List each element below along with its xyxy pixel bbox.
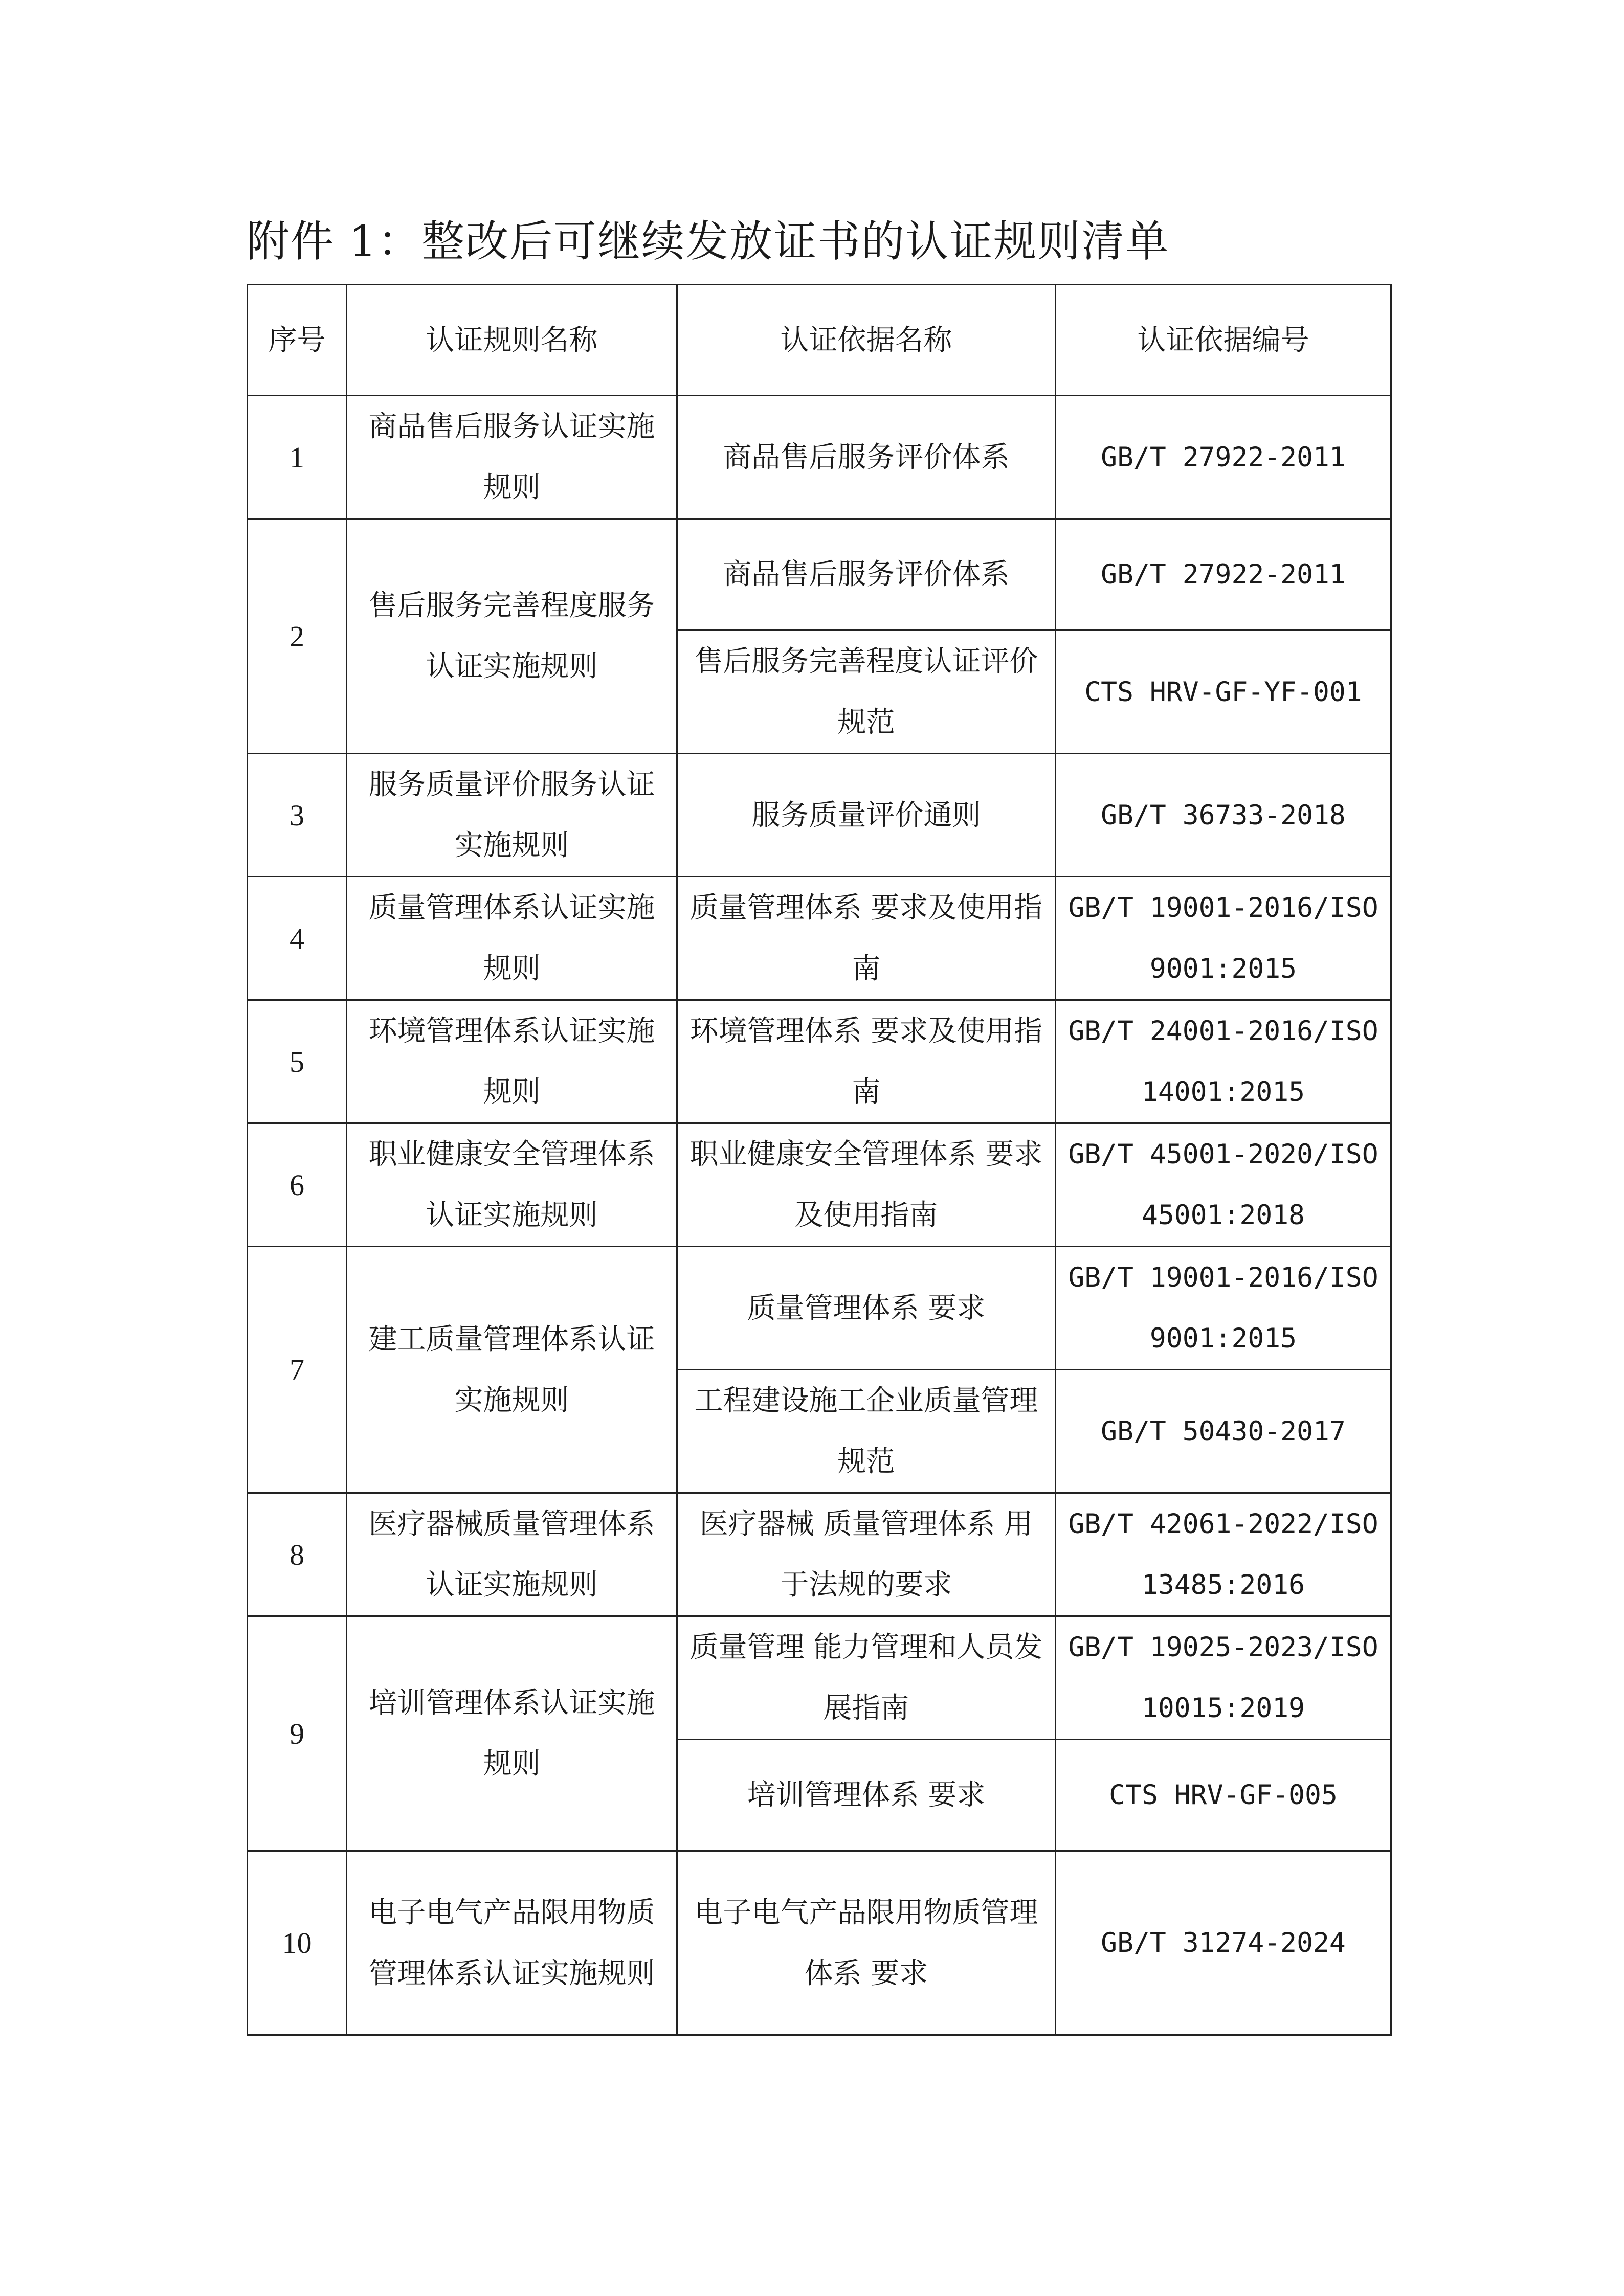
table-header-row (248, 285, 1391, 396)
row-rule-name: 售后服务完善程度服务认证实施规则 (347, 519, 677, 754)
row-basis-name: 职业健康安全管理体系 要求及使用指南 (677, 1123, 1056, 1247)
table-row (248, 1616, 1391, 1740)
row-seq: 1 (248, 396, 347, 519)
row-basis-code: GB/T 19025-2023/ISO 10015:2019 (1056, 1616, 1391, 1740)
row-basis-name: 服务质量评价通则 (677, 754, 1056, 877)
table-row (248, 1247, 1391, 1370)
row-seq: 5 (248, 1000, 347, 1123)
table-row (248, 396, 1391, 519)
row-seq: 3 (248, 754, 347, 877)
row-rule-name: 电子电气产品限用物质管理体系认证实施规则 (347, 1851, 677, 2035)
header-basis-name: 认证依据名称 (677, 285, 1056, 396)
row-basis-name: 培训管理体系 要求 (677, 1740, 1056, 1851)
row-rule-name: 商品售后服务认证实施规则 (347, 396, 677, 519)
row-seq: 2 (248, 519, 347, 754)
row-basis-name: 工程建设施工企业质量管理规范 (677, 1370, 1056, 1493)
row-rule-name: 医疗器械质量管理体系认证实施规则 (347, 1493, 677, 1616)
row-rule-name: 建工质量管理体系认证实施规则 (347, 1247, 677, 1493)
table-row (248, 754, 1391, 877)
table-row (248, 1851, 1391, 2035)
table-row (248, 1000, 1391, 1123)
row-seq: 7 (248, 1247, 347, 1493)
row-basis-name: 质量管理体系 要求及使用指南 (677, 877, 1056, 1000)
row-rule-name: 培训管理体系认证实施规则 (347, 1616, 677, 1851)
row-basis-name: 质量管理体系 要求 (677, 1247, 1056, 1370)
header-basis-code: 认证依据编号 (1056, 285, 1391, 396)
row-rule-name: 职业健康安全管理体系认证实施规则 (347, 1123, 677, 1247)
row-basis-name: 售后服务完善程度认证评价规范 (677, 631, 1056, 754)
row-seq: 9 (248, 1616, 347, 1851)
row-rule-name: 质量管理体系认证实施规则 (347, 877, 677, 1000)
table-row (248, 1123, 1391, 1247)
row-seq: 4 (248, 877, 347, 1000)
row-rule-name: 服务质量评价服务认证实施规则 (347, 754, 677, 877)
row-basis-code: GB/T 42061-2022/ISO 13485:2016 (1056, 1493, 1391, 1616)
document-title: 附件 1：整改后可继续发放证书的认证规则清单 (247, 216, 1170, 266)
row-basis-name: 商品售后服务评价体系 (677, 519, 1056, 631)
header-rule-name: 认证规则名称 (347, 285, 677, 396)
row-basis-name: 质量管理 能力管理和人员发展指南 (677, 1616, 1056, 1740)
table-row (248, 1493, 1391, 1616)
certification-rules-table (247, 284, 1392, 2036)
row-basis-code: GB/T 19001-2016/ISO 9001:2015 (1056, 1247, 1391, 1370)
row-basis-code: CTS HRV-GF-YF-001 (1056, 631, 1391, 754)
table-row (248, 877, 1391, 1000)
row-basis-name: 电子电气产品限用物质管理体系 要求 (677, 1851, 1056, 2035)
row-basis-code: GB/T 27922-2011 (1056, 519, 1391, 631)
row-basis-code: GB/T 50430-2017 (1056, 1370, 1391, 1493)
row-basis-code: CTS HRV-GF-005 (1056, 1740, 1391, 1851)
row-basis-name: 商品售后服务评价体系 (677, 396, 1056, 519)
row-seq: 10 (248, 1851, 347, 2035)
row-basis-code: GB/T 24001-2016/ISO 14001:2015 (1056, 1000, 1391, 1123)
row-rule-name: 环境管理体系认证实施规则 (347, 1000, 677, 1123)
row-basis-name: 环境管理体系 要求及使用指南 (677, 1000, 1056, 1123)
row-seq: 8 (248, 1493, 347, 1616)
row-seq: 6 (248, 1123, 347, 1247)
header-seq: 序号 (248, 285, 347, 396)
row-basis-code: GB/T 27922-2011 (1056, 396, 1391, 519)
row-basis-name: 医疗器械 质量管理体系 用于法规的要求 (677, 1493, 1056, 1616)
row-basis-code: GB/T 19001-2016/ISO 9001:2015 (1056, 877, 1391, 1000)
row-basis-code: GB/T 31274-2024 (1056, 1851, 1391, 2035)
row-basis-code: GB/T 45001-2020/ISO 45001:2018 (1056, 1123, 1391, 1247)
row-basis-code: GB/T 36733-2018 (1056, 754, 1391, 877)
table-row (248, 519, 1391, 631)
